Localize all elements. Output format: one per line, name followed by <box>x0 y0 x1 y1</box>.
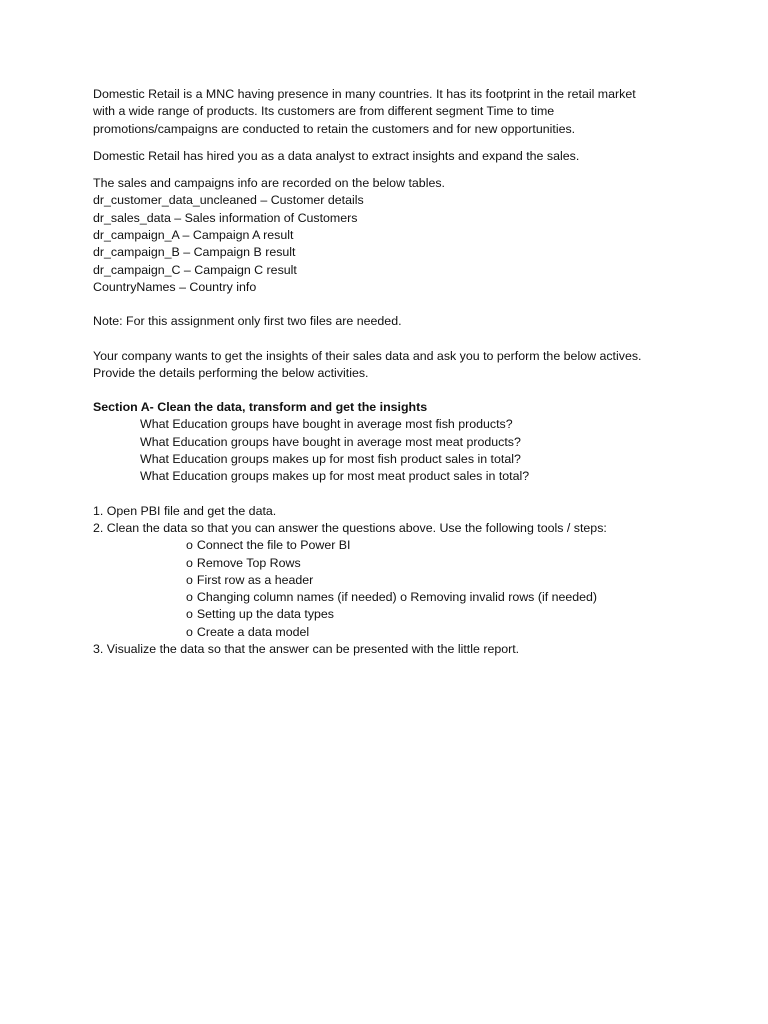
company-line-1: Your company wants to get the insights of their sales data and ask you to perform the below actives. <box>93 348 642 363</box>
table-item: dr_campaign_C – Campaign C result <box>93 262 297 277</box>
bullet-icon: o <box>186 624 193 639</box>
question-item: What Education groups have bought in average most fish products? <box>140 417 513 432</box>
hired-paragraph: Domestic Retail has hired you as a data analyst to extract insights and expand the sales. <box>93 148 580 163</box>
table-item: dr_campaign_B – Campaign B result <box>93 245 296 260</box>
bullet-icon: o <box>186 572 193 587</box>
sub-step-text: First row as a header <box>196 572 314 587</box>
bullet-icon: o <box>186 607 193 622</box>
bullet-icon: o <box>186 555 193 570</box>
document-page <box>93 86 693 658</box>
step-2: 2. Clean the data so that you can answer the questions above. Use the following tools / steps: <box>93 520 607 535</box>
sub-step-item <box>186 572 693 589</box>
sub-step-text: Changing column names (if needed) o Removing invalid rows (if needed) <box>196 590 598 605</box>
sub-step-text: Remove Top Rows <box>196 555 301 570</box>
intro-line-2: with a wide range of products. Its customers are from different segment Time to time <box>93 104 555 119</box>
section-a-title: Section A- Clean the data, transform and get the insights <box>93 400 428 415</box>
tables-heading: The sales and campaigns info are recorded on the below tables. <box>93 176 445 191</box>
sub-step-text: Create a data model <box>196 624 310 639</box>
intro-line-3: promotions/campaigns are conducted to retain the customers and for new opportunities. <box>93 121 576 136</box>
sub-step-item <box>186 537 693 554</box>
sub-step-text: Connect the file to Power BI <box>196 538 351 553</box>
table-item: dr_sales_data – Sales information of Customers <box>93 210 358 225</box>
step-3: 3. Visualize the data so that the answer can be presented with the little report. <box>93 642 520 657</box>
sub-step-item <box>186 589 693 606</box>
intro-paragraph <box>93 86 693 138</box>
table-item: dr_campaign_A – Campaign A result <box>93 228 294 243</box>
tables-block <box>93 175 693 296</box>
table-item: CountryNames – Country info <box>93 279 257 294</box>
company-line-2: Provide the details performing the below activities. <box>93 365 369 380</box>
intro-line-1: Domestic Retail is a MNC having presence in many countries. It has its footprint in the retail market <box>93 87 636 101</box>
table-item: dr_customer_data_uncleaned – Customer details <box>93 193 364 208</box>
section-a <box>93 399 693 485</box>
company-paragraph <box>93 348 693 383</box>
question-item: What Education groups makes up for most fish product sales in total? <box>140 452 521 467</box>
bullet-icon: o <box>186 590 193 605</box>
bullet-icon: o <box>186 538 193 553</box>
note-paragraph: Note: For this assignment only first two files are needed. <box>93 314 402 329</box>
sub-step-item <box>186 624 693 641</box>
sub-step-text: Setting up the data types <box>196 607 334 622</box>
question-item: What Education groups have bought in average most meat products? <box>140 434 521 449</box>
step-1: 1. Open PBI file and get the data. <box>93 503 277 518</box>
sub-step-item <box>186 555 693 572</box>
question-item: What Education groups makes up for most meat product sales in total? <box>140 469 530 484</box>
sub-step-item <box>186 606 693 623</box>
steps-list <box>93 503 693 659</box>
